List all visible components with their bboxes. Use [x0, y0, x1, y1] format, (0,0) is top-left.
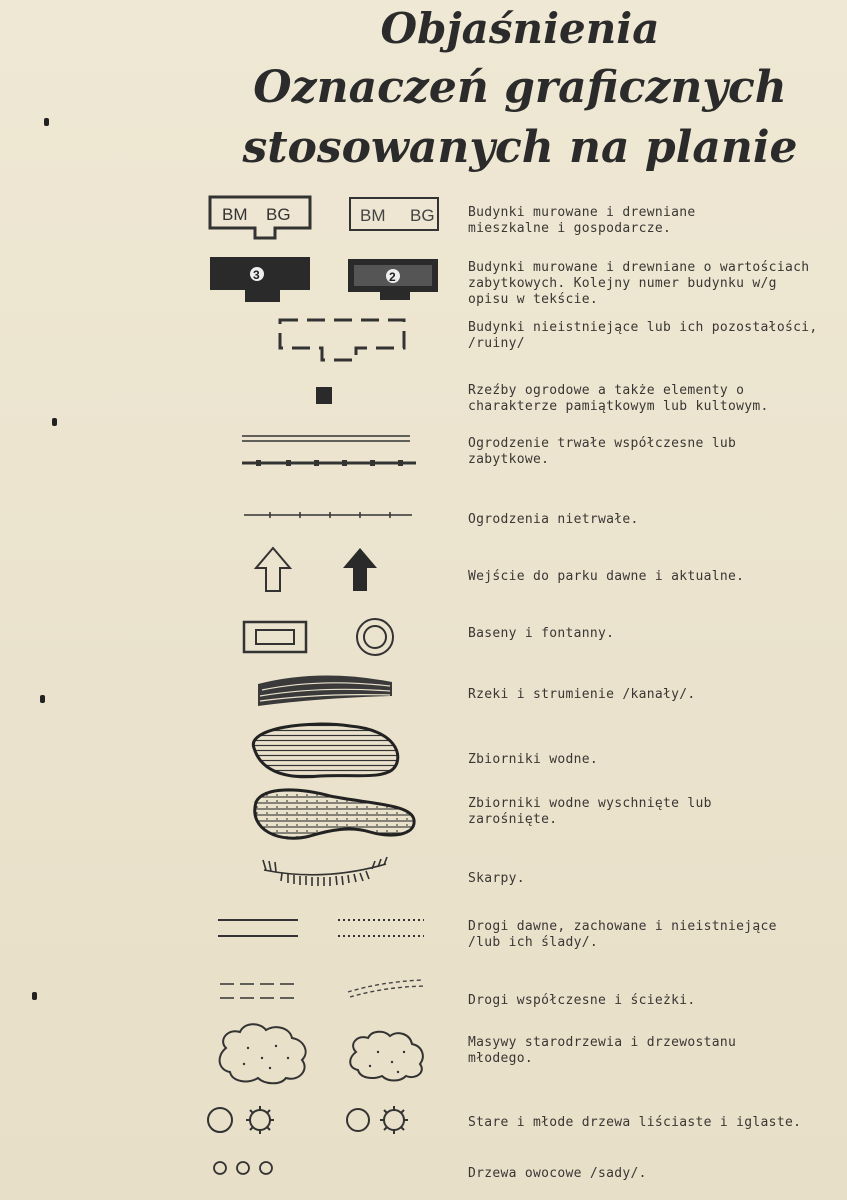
- symbol-modern-roads: [200, 974, 450, 1008]
- title-line-1: Objaśnienia: [380, 4, 660, 53]
- building-code-left-2: BM: [360, 206, 386, 225]
- legend-label-12: Skarpy.: [468, 871, 525, 886]
- margin-mark: [32, 992, 37, 1000]
- symbol-temporary-fence: [200, 505, 450, 525]
- building-code-right-2: BG: [410, 206, 435, 225]
- building-code-left: BM: [222, 205, 248, 224]
- building-code-right: BG: [266, 205, 291, 224]
- legend-label-17: Drzewa owocowe /sady/.: [468, 1166, 647, 1181]
- symbol-tree-stands: [200, 1018, 450, 1088]
- margin-mark: [52, 418, 57, 426]
- legend-label-16: Stare i młode drzewa liściaste i iglaste.: [468, 1115, 802, 1130]
- symbol-park-entrance: [200, 544, 450, 596]
- symbol-monument-buildings: [200, 254, 450, 306]
- symbol-permanent-fence: [200, 428, 450, 472]
- symbol-escarpments: [200, 852, 450, 892]
- symbol-rivers: [200, 670, 450, 710]
- legend-label-15: Masywy starodrzewia i drzewostanu młodego.: [468, 1035, 737, 1066]
- legend-label-3: Budynki nieistniejące lub ich pozostałości, /ruiny/: [468, 320, 818, 351]
- legend-label-6: Ogrodzenia nietrwałe.: [468, 512, 639, 527]
- monument-number-a: 3: [253, 268, 260, 282]
- legend-label-2: Budynki murowane i drewniane o wartościach zabytkowych. Kolejny numer budynku w/g opisu w tekście.: [468, 260, 810, 307]
- symbol-fruit-trees: [200, 1156, 450, 1182]
- legend-label-8: Baseny i fontanny.: [468, 626, 615, 641]
- legend-label-5: Ogrodzenie trwałe współczesne lub zabytkowe.: [468, 436, 737, 467]
- symbol-water-reservoirs: [200, 718, 450, 784]
- legend-label-11: Zbiorniki wodne wyschnięte lub zarośnięte.: [468, 796, 712, 827]
- symbol-pools-fountains: [200, 616, 450, 660]
- legend-label-14: Drogi współczesne i ścieżki.: [468, 993, 696, 1008]
- legend-label-10: Zbiorniki wodne.: [468, 752, 599, 767]
- legend-label-4: Rzeźby ogrodowe a także elementy o charakterze pamiątkowym lub kultowym.: [468, 383, 769, 414]
- symbol-sculpture: [200, 382, 450, 412]
- symbol-ruins: [200, 314, 450, 364]
- title-line-2: Oznaczeń graficznych: [253, 62, 787, 113]
- title-line-3: stosowanych na planie: [242, 122, 798, 173]
- symbol-trees: [200, 1100, 450, 1140]
- symbol-dried-reservoirs: [200, 782, 450, 846]
- legend-label-9: Rzeki i strumienie /kanały/.: [468, 687, 696, 702]
- symbol-buildings: [200, 192, 450, 244]
- legend-label-13: Drogi dawne, zachowane i nieistniejące /lub ich ślady/.: [468, 919, 777, 950]
- margin-mark: [44, 118, 49, 126]
- legend-label-1: Budynki murowane i drewniane mieszkalne i gospodarcze.: [468, 205, 696, 236]
- legend-label-7: Wejście do parku dawne i aktualne.: [468, 569, 745, 584]
- symbol-old-roads: [200, 912, 450, 946]
- margin-mark: [40, 695, 45, 703]
- monument-number-b: 2: [389, 270, 396, 284]
